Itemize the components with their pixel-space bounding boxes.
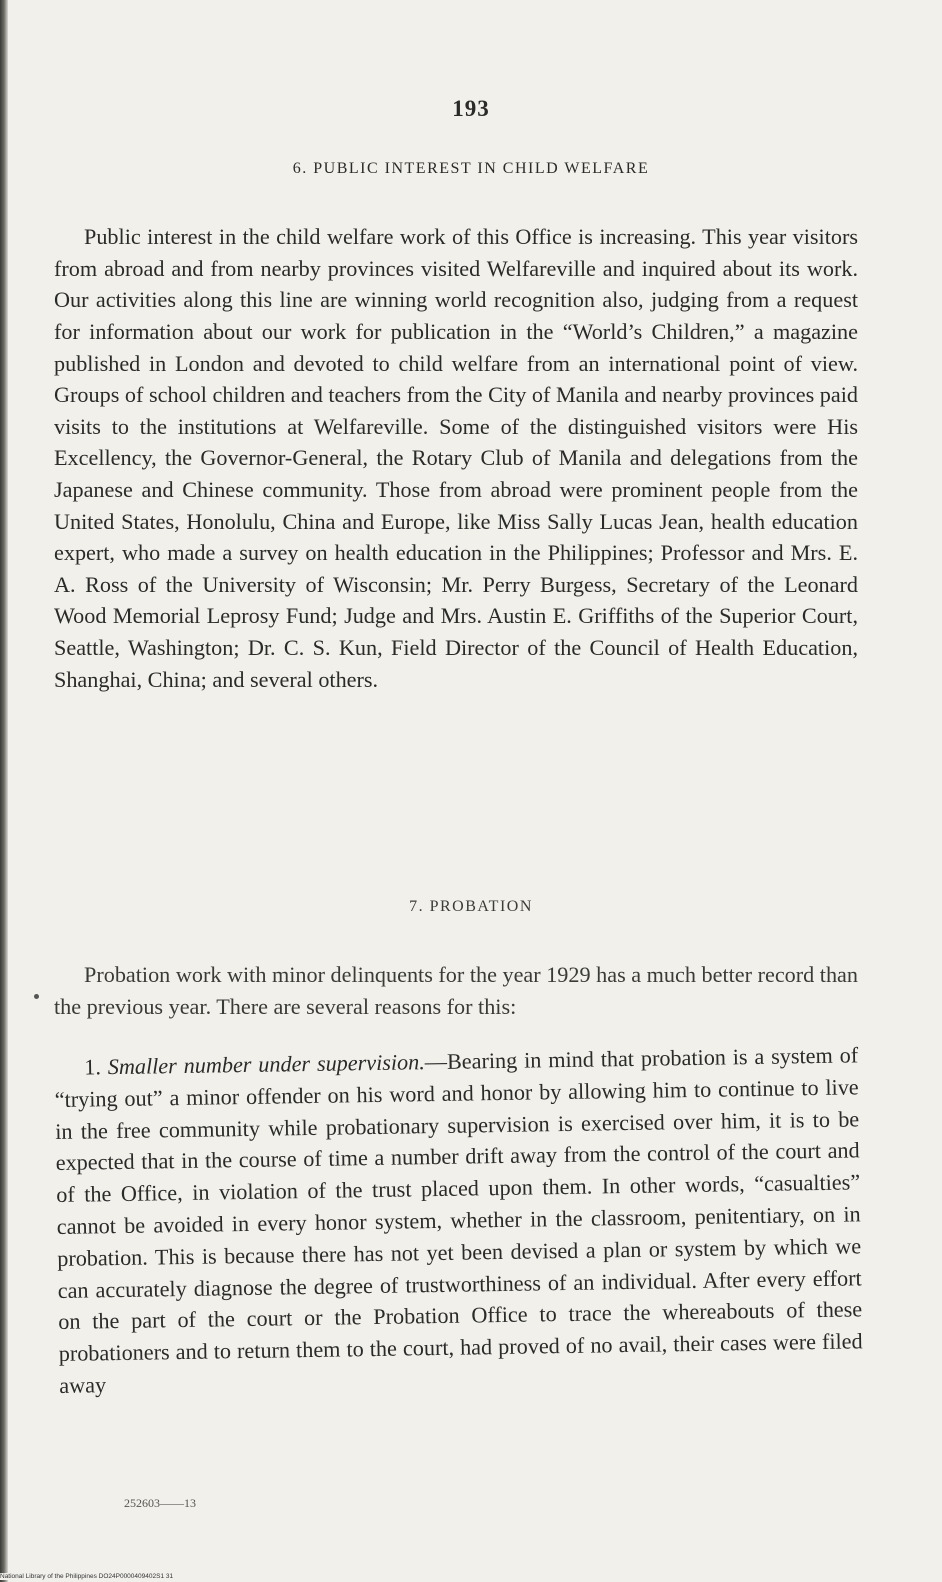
section-heading-probation: 7. PROBATION: [409, 898, 533, 915]
margin-mark: [34, 994, 39, 999]
section-heading-public-interest: 6. PUBLIC INTEREST IN CHILD WELFARE: [292, 160, 650, 177]
paragraph-smaller-number: [54, 1040, 863, 1402]
page-number: 193: [452, 96, 490, 121]
item-text: —Bearing in mind that probation is a system of “trying out” a minor offender on his word and honor by allowing him to continue to live in the free community while probationary supervision is exercised over him, it is to be expected that in the course of time a number drift away from the control of the court and of the Office, in violation of the trust placed upon them. In other words, “casualties” cannot be avoided in every honor system, whether in the classroom, penitentiary, on in probation. This is because there has not yet been devised a plan or system by which we can accurately diagnose the degree of trustworthiness of an individual. After every effort on the part of the court or the Probation Office to trace the whereabouts of these probationers and to return them to the court, had proved of no avail, their cases were filed away: [54, 1042, 863, 1399]
paragraph-probation-intro: Probation work with minor delinquents for the year 1929 has a much better record than the previous year. There are several reasons for this:: [54, 962, 858, 1019]
paragraph-public-interest: Public interest in the child welfare work of this Office is increasing. This year visitors from abroad and from nearby provinces visited Welfareville and inquired about its work. Our activities along this line are winning world recognition also, judging from a request for information about our work for publication in the “World’s Children,” a magazine published in London and devoted to child welfare from an international point of view. Groups of school children and teachers from the City of Manila and nearby provinces paid visits to the institutions at Welfareville. Some of the distinguished visitors were His Excellency, the Governor-General, the Rotary Club of Manila and delegations from the Japanese and Chinese community. Those from abroad were prominent people from the United States, Honolulu, China and Europe, like Miss Sally Lucas Jean, health education expert, who made a survey on health education in the Philippines; Professor and Mrs. E. A. Ross of the University of Wisconsin; Mr. Perry Burgess, Secretary of the Leonard Wood Memorial Leprosy Fund; Judge and Mrs. Austin E. Griffiths of the Superior Court, Seattle, Washington; Dr. C. S. Kun, Field Director of the Council of Health Education, Shanghai, China; and several others.: [54, 224, 858, 692]
library-credit: National Library of the Philippines DO24P0000409402S1 31: [0, 1573, 174, 1580]
item-number: 1.: [84, 1054, 102, 1080]
item-title: Smaller number under supervision.: [107, 1049, 426, 1080]
book-spine-edge: [0, 0, 8, 1582]
printer-code: 252603——13: [124, 1496, 196, 1510]
